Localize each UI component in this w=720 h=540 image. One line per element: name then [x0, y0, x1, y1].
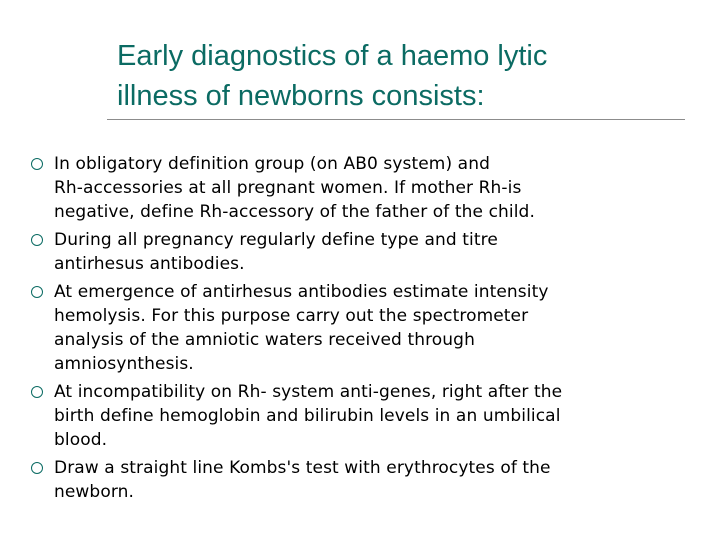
title-line: illness of newborns consists: [117, 80, 485, 112]
bullet-text-line: antirhesus antibodies. [54, 254, 245, 274]
bullet-text-line: At emergence of antirhesus antibodies estimate intensity [54, 282, 549, 302]
bullet-text-line: During all pregnancy regularly define type and titre [54, 230, 498, 250]
bullet-text-line: blood. [54, 430, 108, 450]
slide-title [117, 36, 637, 116]
hollow-circle-icon [31, 386, 43, 398]
bullet-text-line: At incompatibility on Rh- system anti-genes, right after the [54, 382, 563, 402]
bullet-item [26, 280, 686, 376]
bullet-text-line: In obligatory definition group (on AB0 system) and [54, 154, 490, 174]
hollow-circle-icon [31, 234, 43, 246]
hollow-circle-icon [31, 462, 43, 474]
bullet-item [26, 152, 686, 224]
bullet-text-line: Rh-accessories at all pregnant women. If mother Rh-is [54, 178, 522, 198]
title-line: Early diagnostics of a haemo lytic [117, 40, 548, 72]
bullet-text-line: hemolysis. For this purpose carry out the spectrometer [54, 306, 529, 326]
bullet-text-line: birth define hemoglobin and bilirubin levels in an umbilical [54, 406, 561, 426]
bullet-text-line: newborn. [54, 482, 134, 502]
hollow-circle-icon [31, 286, 43, 298]
bullet-text-line: Draw a straight line Kombs's test with erythrocytes of the [54, 458, 551, 478]
bullet-text-line: amniosynthesis. [54, 354, 194, 374]
bullet-text-line: analysis of the amniotic waters received through [54, 330, 475, 350]
bullet-item [26, 228, 686, 276]
title-divider [107, 119, 685, 120]
bullet-item [26, 456, 686, 504]
hollow-circle-icon [31, 158, 43, 170]
bullet-item [26, 380, 686, 452]
bullet-text-line: negative, define Rh-accessory of the father of the child. [54, 202, 535, 222]
bullet-list [26, 152, 686, 508]
